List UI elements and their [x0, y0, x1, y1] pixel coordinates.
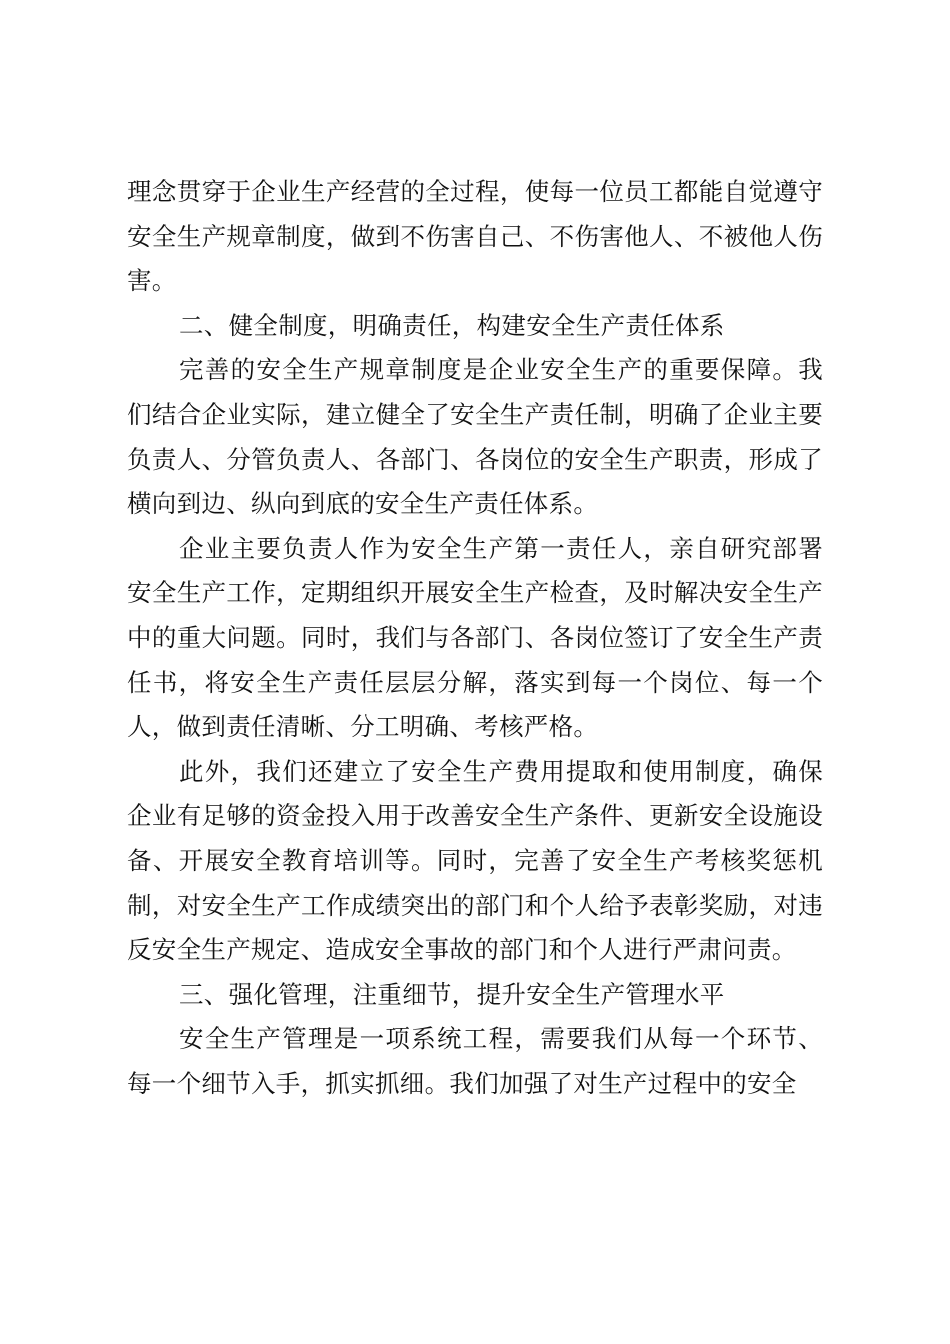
paragraph: 完善的安全生产规章制度是企业安全生产的重要保障。我们结合企业实际，建立健全了安全生产责任制，明确了企业主要负责人、分管负责人、各部门、各岗位的安全生产职责，形成了横向到边、纵向到底的安全生产责任体系。: [127, 355, 823, 519]
paragraph: 安全生产管理是一项系统工程，需要我们从每一个环节、每一个细节入手，抓实抓细。我们加强了对生产过程中的安全: [127, 1024, 823, 1098]
paragraph-continuation: 理念贯穿于企业生产经营的全过程，使每一位员工都能自觉遵守安全生产规章制度，做到不伤害自己、不伤害他人、不被他人伤害。: [127, 177, 823, 296]
document-body: [127, 170, 823, 1106]
paragraph: 此外，我们还建立了安全生产费用提取和使用制度，确保企业有足够的资金投入用于改善安全生产条件、更新安全设施设备、开展安全教育培训等。同时，完善了安全生产考核奖惩机制，对安全生产工作成绩突出的部门和个人给予表彰奖励，对违反安全生产规定、造成安全事故的部门和个人进行严肃问责。: [127, 756, 823, 965]
section-heading-2: 二、健全制度，明确责任，构建安全生产责任体系: [179, 310, 725, 340]
paragraph: 企业主要负责人作为安全生产第一责任人，亲自研究部署安全生产工作，定期组织开展安全生产检查，及时解决安全生产中的重大问题。同时，我们与各部门、各岗位签订了安全生产责任书，将安全生产责任层层分解，落实到每一个岗位、每一个人，做到责任清晰、分工明确、考核严格。: [127, 533, 823, 742]
section-heading-3: 三、强化管理，注重细节，提升安全生产管理水平: [179, 979, 725, 1009]
